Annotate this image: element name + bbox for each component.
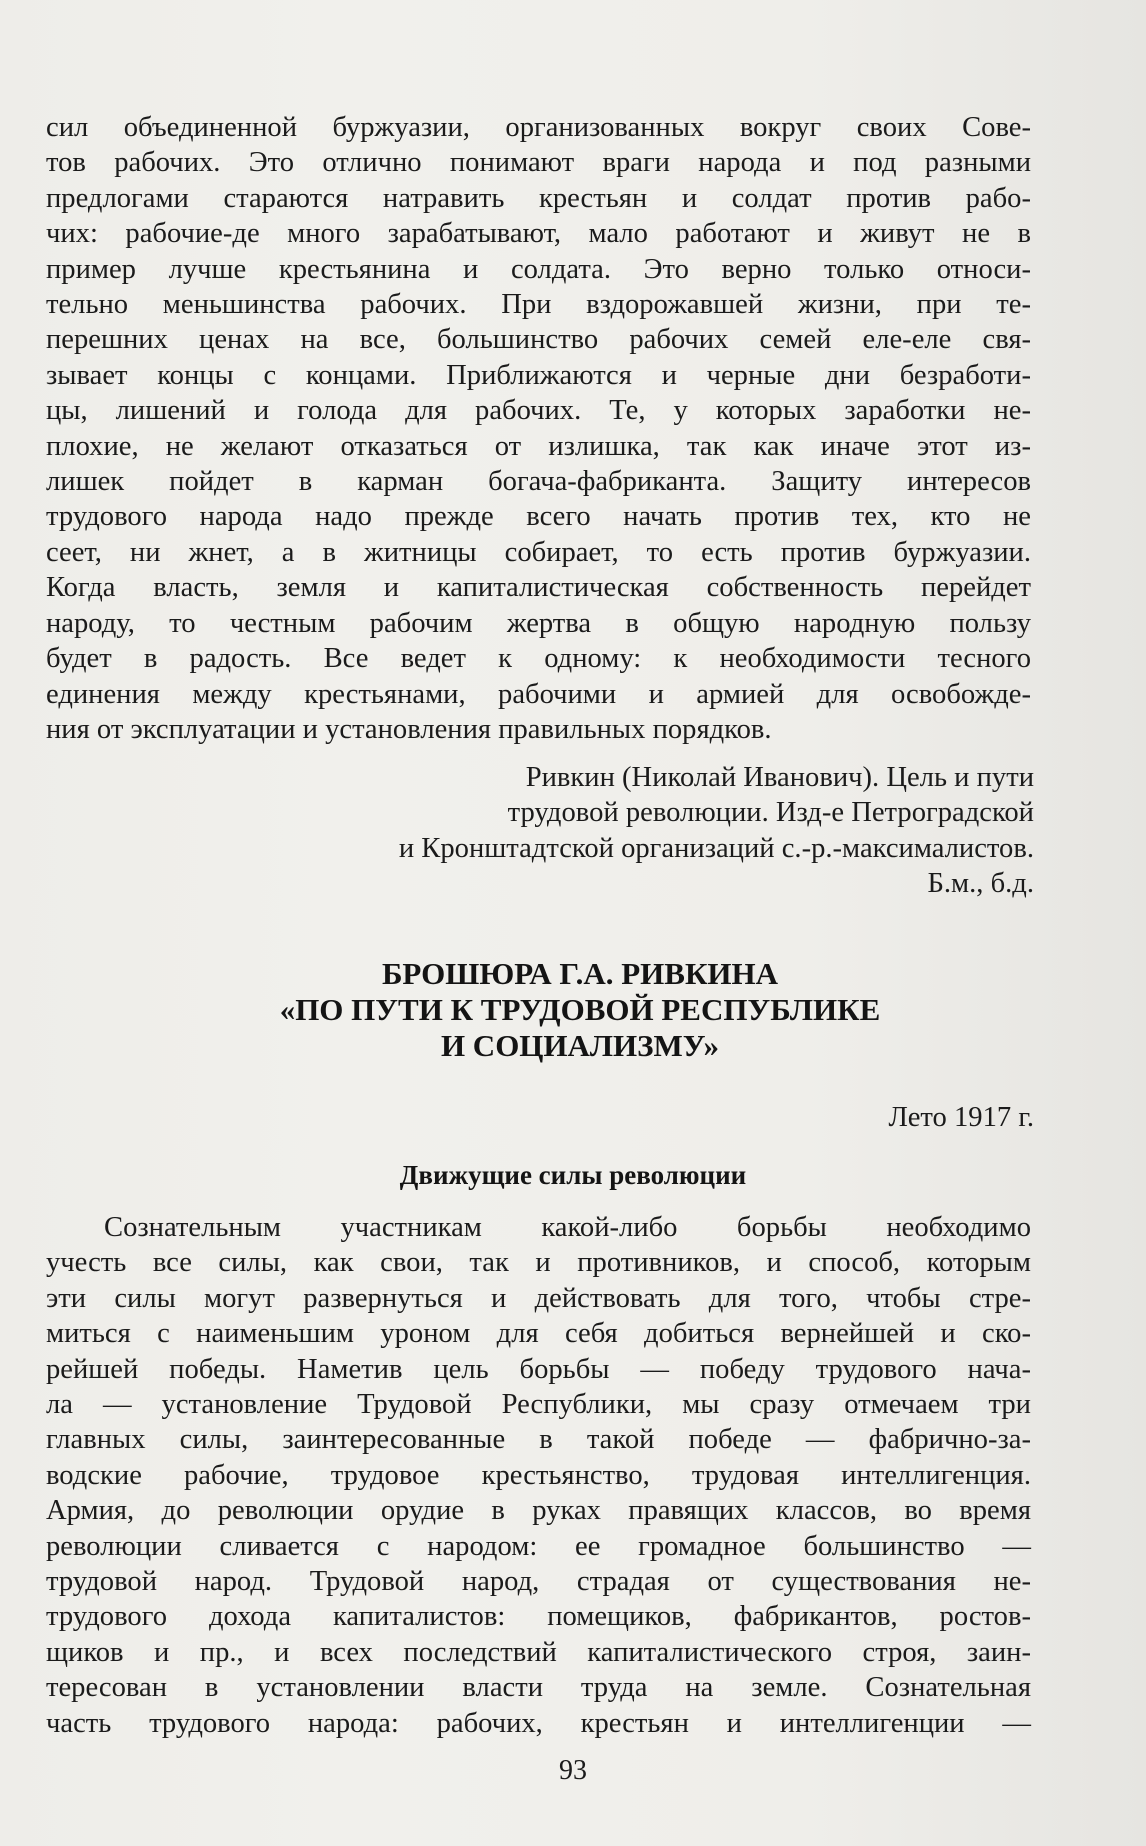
citation-line: Ривкин (Николай Иванович). Цель и пути [525, 762, 1034, 793]
text-line: миться с наименьшим уроном для себя добиться вернейшей и ско- [46, 1318, 1031, 1350]
text-line: ния от эксплуатации и установления правильных порядков. [46, 713, 772, 745]
text-line: рейшей победы. Наметив цель борьбы — победу трудового нача- [46, 1353, 1031, 1385]
text-line: цы, лишений и голода для рабочих. Те, у которых заработки не- [46, 395, 1031, 427]
text-line: щиков и пр., и всех последствий капиталистического строя, заин- [46, 1636, 1031, 1668]
text-line: трудового дохода капиталистов: помещиков, фабрикантов, ростов- [46, 1601, 1031, 1633]
text-line: Когда власть, земля и капиталистическая собственность перейдет [46, 572, 1031, 604]
text-line: сил объединенной буржуазии, организованных вокруг своих Сове- [46, 112, 1031, 143]
text-line: зывает концы с концами. Приближаются и черные дни безработи- [46, 359, 1031, 391]
text-line: Армия, до революции орудие в руках правящих классов, во время [46, 1495, 1031, 1527]
text-line: лишек пойдет в карман богача-фабриканта. Защиту интересов [46, 466, 1031, 498]
text-line: народу, то честным рабочим жертва в общую народную пользу [46, 607, 1031, 639]
text-line: ла — установление Трудовой Республики, мы сразу отмечаем три [46, 1389, 1031, 1421]
text-line: революции сливается с народом: ее громадное большинство — [46, 1530, 1031, 1562]
paragraph-1 [46, 110, 1031, 747]
text-line: трудовой народ. Трудовой народ, страдая от существования не- [46, 1566, 1031, 1598]
text-line: часть трудового народа: рабочих, крестьян и интеллигенции — [46, 1707, 1031, 1739]
text-line: плохие, не желают отказаться от излишка, так как иначе этот из- [46, 430, 1031, 462]
text-line: предлогами стараются натравить крестьян и солдат против рабо- [46, 182, 1031, 214]
heading-line: И СОЦИАЛИЗМУ» [440, 1028, 720, 1063]
subsection-heading: Движущие силы революции [399, 1160, 747, 1190]
text-line: эти силы могут развернуться и действовать для того, чтобы стре- [46, 1282, 1031, 1314]
text-line: пример лучше крестьянина и солдата. Это верно только относи- [46, 253, 1031, 285]
text-line: сеет, ни жнет, а в житницы собирает, то есть против буржуазии. [46, 536, 1031, 568]
citation-line: и Кронштадтской организаций с.-р.-максималистов. [398, 832, 1034, 864]
date-line: Лето 1917 г. [888, 1102, 1034, 1133]
text-line: будет в радость. Все ведет к одному: к необходимости тесного [46, 643, 1031, 675]
page-number: 93 [559, 1755, 587, 1786]
citation-line: трудовой революции. Изд-е Петроградской [507, 797, 1034, 829]
heading-line: «ПО ПУТИ К ТРУДОВОЙ РЕСПУБЛИКЕ [279, 992, 881, 1027]
text-line: Сознательным участникам какой-либо борьбы необходимо [104, 1212, 1031, 1243]
text-line: трудового народа надо прежде всего начать против тех, кто не [46, 501, 1031, 533]
section-heading [230, 956, 930, 1064]
text-line: чих: рабочие-де много зарабатывают, мало работают и живут не в [46, 218, 1031, 250]
text-line: тересован в установлении власти труда на земле. Сознательная [46, 1672, 1031, 1704]
citation-line: Б.м., б.д. [927, 868, 1034, 900]
heading-line: БРОШЮРА Г.А. РИВКИНА [381, 956, 779, 991]
text-line: тов рабочих. Это отлично понимают враги народа и под разными [46, 147, 1031, 179]
text-line: перешних ценах на все, большинство рабочих семей еле-еле свя- [46, 324, 1031, 356]
text-line: главных силы, заинтересованные в такой победе — фабрично-за- [46, 1424, 1031, 1456]
text-line: водские рабочие, трудовое крестьянство, трудовая интеллигенция. [46, 1459, 1031, 1491]
paragraph-2 [46, 1210, 1031, 1741]
source-citation [274, 760, 1034, 902]
text-line: единения между крестьянами, рабочими и армией для освобожде- [46, 678, 1031, 710]
text-line: учесть все силы, как свои, так и противников, и способ, которым [46, 1247, 1031, 1279]
text-line: тельно меньшинства рабочих. При вздорожавшей жизни, при те- [46, 289, 1031, 321]
